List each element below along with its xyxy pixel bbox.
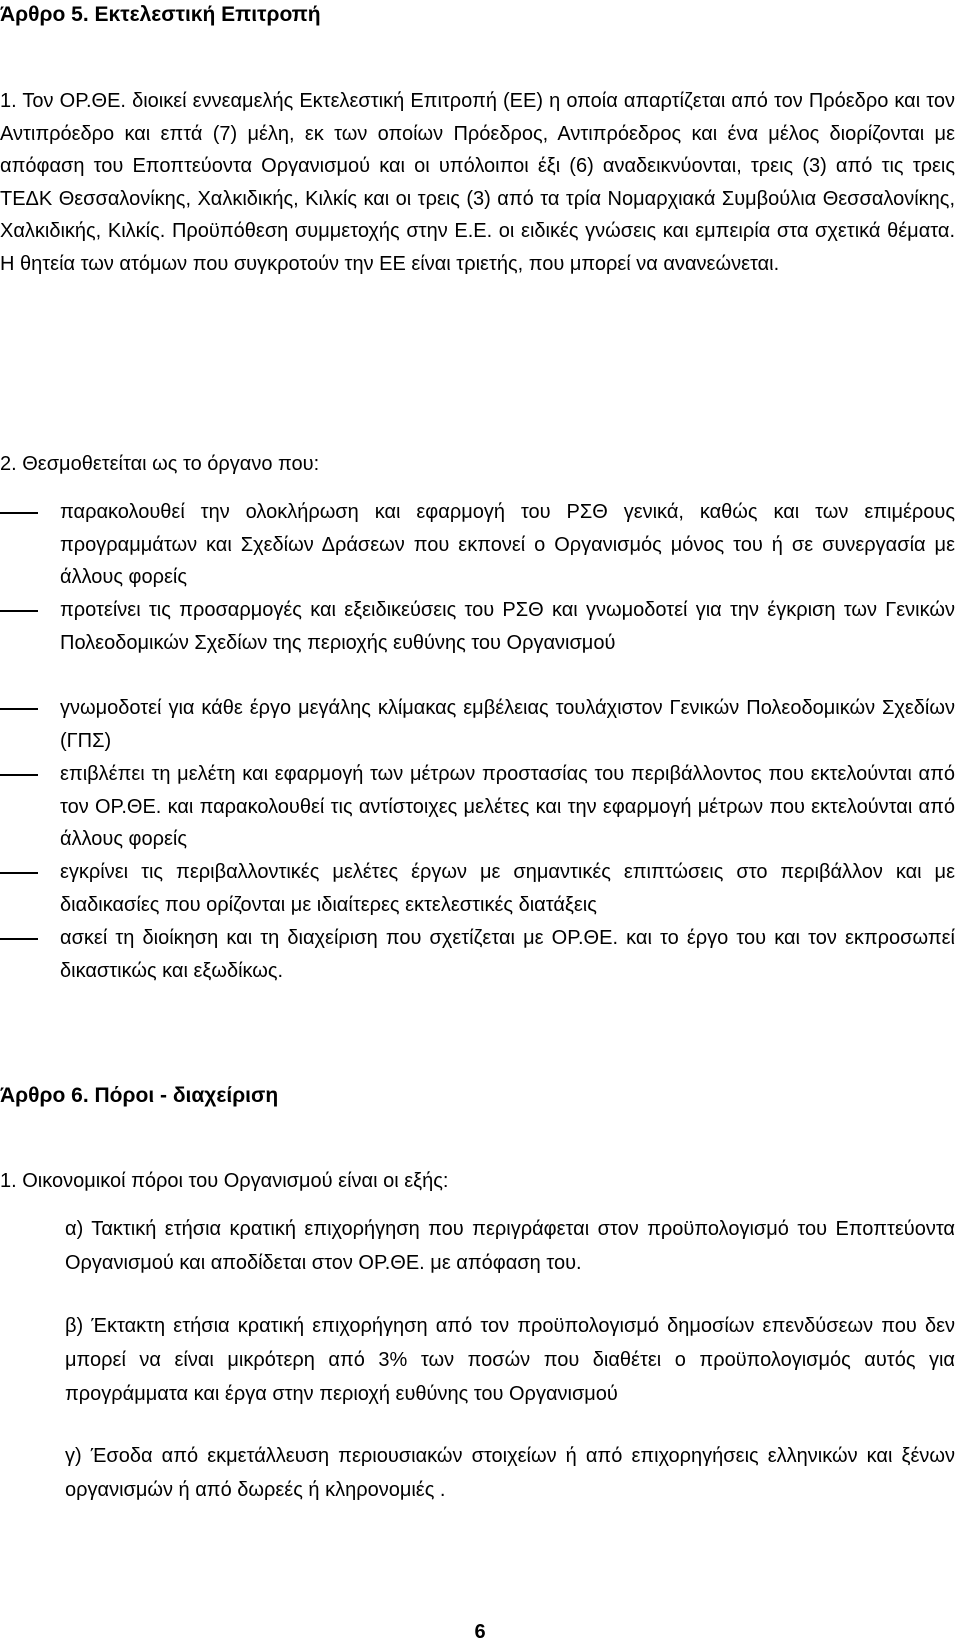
resource-item-c: γ) Έσοδα από εκμετάλλευση περιουσιακών στοιχείων ή από επιχορηγήσεις ελληνικών και ξένων οργανισμών ή από δωρεές ή κληρονομιές . — [65, 1445, 955, 1501]
list-item — [60, 594, 955, 659]
list-item — [60, 692, 955, 757]
list-item — [60, 496, 955, 594]
dash-bullet — [0, 708, 38, 710]
list-item-text: επιβλέπει τη μελέτη και εφαρμογή των μέτρων προστασίας του περιβάλλοντος που εκτελούνται από τον ΟΡ.ΘΕ. και παρακολουθεί τις αντίστοιχες μελέτες και την εφαρμογή μέτρων που εκτελούνται από άλλους φορείς — [60, 763, 955, 851]
list-item-text: γνωμοδοτεί για κάθε έργο μεγάλης κλίμακας εμβέλειας τουλάχιστον Γενικών Πολεοδομικών Σχεδίων (ΓΠΣ) — [60, 697, 955, 752]
article-5-paragraph-2: 2. Θεσμοθετείται ως το όργανο που: — [0, 453, 320, 475]
article-6-heading: Άρθρο 6. Πόροι - διαχείριση — [0, 1084, 279, 1107]
page-number: 6 — [474, 1621, 486, 1643]
resource-item-a: α) Τακτική ετήσια κρατική επιχορήγηση που περιγράφεται στον προϋπολογισμό του Εποπτεύοντα Οργανισμού και αποδίδεται στον ΟΡ.ΘΕ. με απόφαση του. — [65, 1218, 955, 1274]
dash-bullet — [0, 512, 38, 514]
list-item-text: εγκρίνει τις περιβαλλοντικές μελέτες έργων με σημαντικές επιπτώσεις στο περιβάλλον και με διαδικασίες που ορίζονται με ιδιαίτερες εκτελεστικές διατάξεις — [60, 861, 955, 916]
list-item-text: ασκεί τη διοίκηση και τη διαχείριση που σχετίζεται με ΟΡ.ΘΕ. και το έργο του και τον εκπροσωπεί δικαστικώς και εξωδίκως. — [60, 927, 955, 982]
list-item-text: παρακολουθεί την ολοκλήρωση και εφαρμογή του ΡΣΘ γενικά, καθώς και των επιμέρους προγραμμάτων και Σχεδίων Δράσεων που εκπονεί ο Οργανισμός μόνος του ή σε συνεργασία με άλλους φορείς — [60, 501, 955, 589]
list-item — [60, 856, 955, 921]
article-5-heading: Άρθρο 5. Εκτελεστική Επιτροπή — [0, 3, 321, 26]
dash-bullet — [0, 774, 38, 776]
dash-bullet — [0, 872, 38, 874]
list-item — [60, 922, 955, 987]
list-item — [60, 758, 955, 856]
resource-item-b: β) Έκτακτη ετήσια κρατική επιχορήγηση από τον προϋπολογισμό δημοσίων επενδύσεων που δεν μπορεί να είναι μικρότερη από 3% των ποσών που διαθέτει ο προϋπολογισμός αυτός για προγράμματα και έργα στην περιοχή ευθύνης του Οργανισμού — [65, 1315, 955, 1405]
article-6-paragraph-1: 1. Οικονομικοί πόροι του Οργανισμού είναι οι εξής: — [0, 1170, 449, 1192]
list-item-text: προτείνει τις προσαρμογές και εξειδικεύσεις του ΡΣΘ και γνωμοδοτεί για την έγκριση των Γενικών Πολεοδομικών Σχεδίων της περιοχής ευθύνης του Οργανισμού — [60, 599, 955, 654]
dash-bullet — [0, 938, 38, 940]
article-5-paragraph-1: 1. Τον ΟΡ.ΘΕ. διοικεί εννεαμελής Εκτελεστική Επιτροπή (ΕΕ) η οποία απαρτίζεται από τον Πρόεδρο και τον Αντιπρόεδρο και επτά (7) μέλη, εκ των οποίων Πρόεδρος, Αντιπρόεδρος και ένα μέλος διορίζονται με απόφαση του Εποπτεύοντα Οργανισμού και οι υπόλοιποι έξι (6) αναδεικνύονται, τρεις (3) από τις τρεις ΤΕΔΚ Θεσσαλονίκης, Χαλκιδικής, Κιλκίς και οι τρεις (3) από τα τρία Νομαρχιακά Συμβούλια Θεσσαλονίκης, Χαλκιδικής, Κιλκίς. Προϋπόθεση συμμετοχής στην Ε.Ε. οι ειδικές γνώσεις και εμπειρία στα σχετικά θέματα. Η θητεία των ατόμων που συγκροτούν την ΕΕ είναι τριετής, που μπορεί να ανανεώνεται. — [0, 90, 955, 275]
dash-bullet — [0, 610, 38, 612]
